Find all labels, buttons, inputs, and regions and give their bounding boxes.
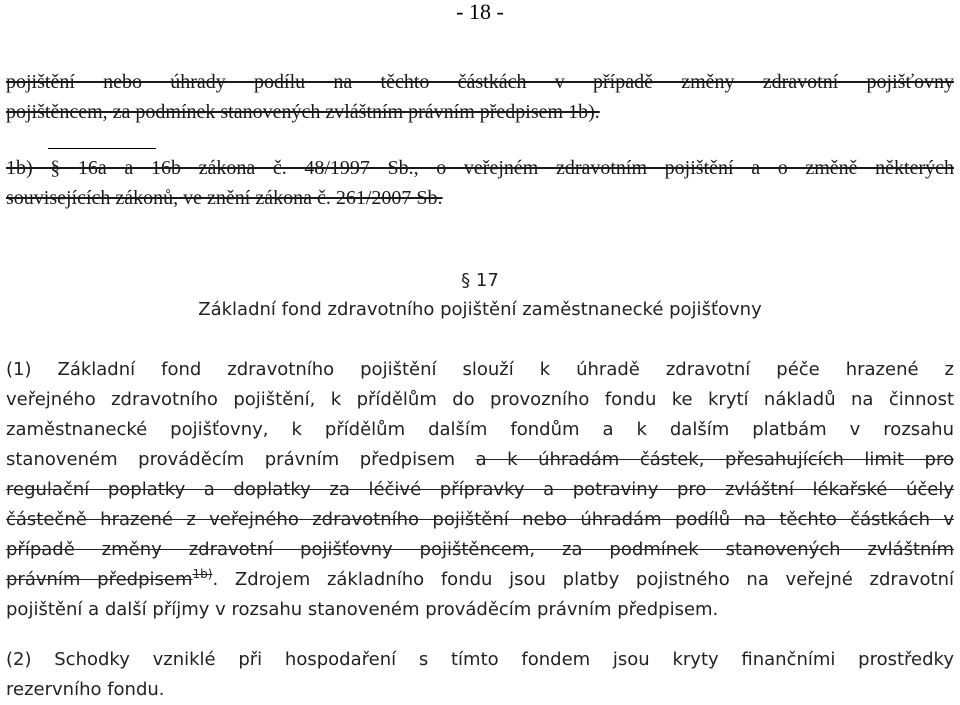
paragraph-1-line-4 bbox=[6, 445, 954, 475]
top-paragraph-line-2: pojištěncem, za podmínek stanovených zvláštním právním předpisem 1b). bbox=[6, 101, 600, 123]
footnote-line-1: 1b) § 16a a 16b zákona č. 48/1997 Sb., o veřejném zdravotním pojištění a o změně některých bbox=[6, 157, 954, 179]
top-paragraph bbox=[6, 68, 954, 127]
paragraph-2-line-2: rezervního fondu. bbox=[6, 679, 165, 700]
paragraph-1-line-7: případě změny zdravotní pojišťovny pojištěncem, za podmínek stanovených zvláštním bbox=[6, 539, 954, 560]
footnote-line-2: souvisejících zákonů, ve znění zákona č. 261/2007 Sb. bbox=[6, 187, 443, 209]
paragraph-1-line-4-struck: a k úhradám částek, přesahujících limit pro bbox=[475, 449, 954, 470]
top-paragraph-line-1: pojištění nebo úhrady podílu na těchto částkách v případě změny zdravotní pojišťovny bbox=[6, 71, 954, 93]
paragraph-1-line-1: (1) Základní fond zdravotního pojištění slouží k úhradě zdravotní péče hrazené z bbox=[6, 359, 954, 380]
paragraph-1-line-6: částečně hrazené z veřejného zdravotního pojištění nebo úhradám podílů na těchto částkách v bbox=[6, 509, 954, 530]
paragraph-2-line-1: (2) Schodky vzniklé při hospodaření s tímto fondem jsou kryty finančními prostředky bbox=[6, 649, 954, 670]
section-title: Základní fond zdravotního pojištění zaměstnanecké pojišťovny bbox=[198, 299, 762, 320]
section-number: § 17 bbox=[461, 270, 499, 291]
paragraph-1-line-8 bbox=[6, 565, 954, 595]
paragraph-1-line-3: zaměstnanecké pojišťovny, k přídělům dalším fondům a k dalším platbám v rozsahu bbox=[6, 419, 954, 440]
paragraph-1-line-4-plain: stanoveném prováděcím právním předpisem bbox=[6, 449, 476, 470]
footnote bbox=[6, 154, 954, 213]
paragraph-1-line-8-struck: právním předpisem bbox=[6, 569, 193, 590]
paragraph-1-line-5: regulační poplatky a doplatky za léčivé přípravky a potraviny pro zvláštní lékařské účely bbox=[6, 479, 954, 500]
paragraph-1-line-8-plain: . Zdrojem základního fondu jsou platby pojistného na veřejné zdravotní bbox=[212, 569, 954, 590]
page-number: - 18 - bbox=[456, 0, 504, 24]
paragraph-1-line-2: veřejného zdravotního pojištění, k přídělům do provozního fondu ke krytí nákladů na činnost bbox=[6, 389, 954, 410]
paragraph-2 bbox=[6, 645, 954, 705]
paragraph-1-line-9: pojištění a další příjmy v rozsahu stanoveném prováděcím právním předpisem. bbox=[6, 599, 719, 620]
paragraph-1 bbox=[6, 355, 954, 625]
footnote-rule bbox=[48, 148, 156, 149]
footnote-reference: 1b) bbox=[192, 567, 213, 581]
